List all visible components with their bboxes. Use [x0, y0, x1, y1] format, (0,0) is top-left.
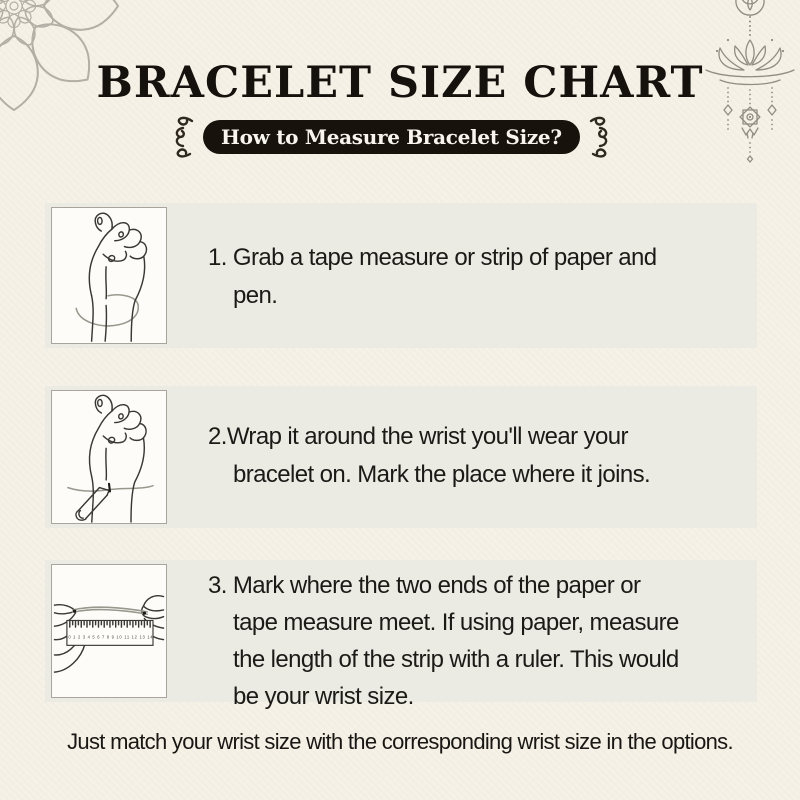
step1-line-1: 1. Grab a tape measure or strip of paper and: [208, 244, 657, 271]
step-row-2: [45, 386, 757, 528]
page-title: BRACELET SIZE CHART: [96, 58, 704, 108]
step3-line-2: tape measure meet. If using paper, measure: [233, 609, 679, 636]
step2-hand-pen-illustration: [52, 391, 166, 523]
step3-text: [208, 567, 679, 715]
flourish-left-icon: [167, 114, 197, 160]
step3-line-4: be your wrist size.: [233, 683, 414, 710]
step2-text: [208, 418, 650, 494]
step3-line-3: the length of the strip with a ruler. This would: [233, 646, 679, 673]
subtitle-badge-group: [167, 117, 616, 157]
step-row-1: [45, 203, 757, 348]
step2-illustration-card: [51, 390, 167, 524]
step3-ruler-illustration: [52, 565, 166, 697]
step3-line-1: 3. Mark where the two ends of the paper or: [208, 572, 641, 599]
step1-illustration-card: [51, 207, 167, 344]
step1-hand-illustration: [52, 208, 166, 343]
step3-illustration-card: [51, 564, 167, 698]
step1-text: [208, 239, 657, 315]
flourish-right-icon: [586, 114, 616, 160]
step2-line-2: bracelet on. Mark the place where it joins.: [233, 461, 651, 488]
ruler-numbers: 0 1 2 3 4 5 6 7 8 9 10 11 12 13 14: [68, 634, 153, 640]
footer-note: Just match your wrist size with the corresponding wrist size in the options.: [67, 729, 733, 754]
section-badge: How to Measure Bracelet Size?: [203, 120, 580, 154]
step-row-3: [45, 560, 757, 710]
step2-line-1: 2.Wrap it around the wrist you'll wear your: [208, 423, 628, 450]
step1-line-2: pen.: [233, 282, 278, 309]
